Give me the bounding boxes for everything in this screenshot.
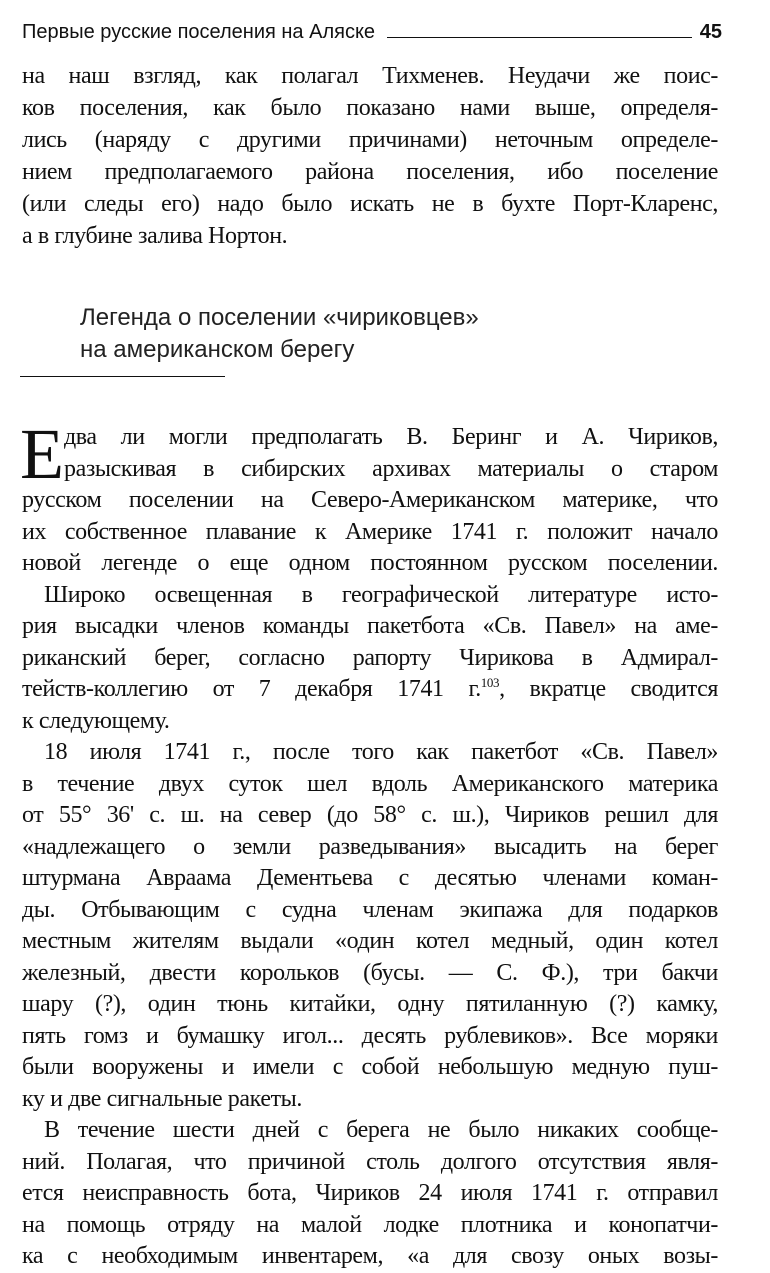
- text-line: а в глубине залива Нортон.: [22, 223, 288, 249]
- text-line: пять гомз и бумашку игол... десять рублевиков». Все моряки: [22, 1022, 718, 1049]
- paragraph-continuation: [22, 60, 718, 252]
- text-line: ды. Отбывающим с судна членам экипажа для подарков: [22, 896, 718, 923]
- header-rule: [387, 37, 692, 38]
- text-segment: тейств-коллегию от 7 декабря 1741 г.: [22, 676, 481, 702]
- text-line: ка с необходимым инвентарем, «а для свозу оных возы-: [22, 1243, 718, 1269]
- text-line: ний. Полагая, что причиной столь долгого отсутствия явля-: [22, 1148, 718, 1175]
- text-line: (или следы его) надо было искать не в бухте Порт-Кларенс,: [22, 191, 718, 217]
- page-number: 45: [699, 21, 722, 43]
- section-heading-line: Легенда о поселении «чириковцев»: [80, 304, 479, 331]
- text-line: риканский берег, согласно рапорту Чирикова в Адмирал-: [22, 644, 718, 671]
- text-line: [22, 674, 718, 706]
- text-line: Широко освещенная в географической литературе исто-: [44, 581, 718, 608]
- footnote-reference[interactable]: 103: [480, 675, 500, 690]
- text-line: рия высадки членов команды пакетбота «Св. Павел» на аме-: [22, 613, 718, 639]
- text-segment: , вкратце сводится: [499, 676, 718, 702]
- text-line: на наш взгляд, как полагал Тихменев. Неудачи же поис-: [22, 63, 718, 89]
- text-line: 18 июля 1741 г., после того как пакетбот «Св. Павел»: [44, 739, 718, 765]
- text-line: ку и две сигнальные ракеты.: [22, 1085, 302, 1112]
- section-heading: [80, 302, 479, 366]
- text-line: нием предполагаемого района поселения, ибо поселение: [22, 159, 718, 185]
- text-line: новой легенде о еще одном постоянном русском поселении.: [22, 550, 718, 576]
- drop-cap: Е: [20, 414, 64, 494]
- text-line: шару (?), один тюнь китайки, одну пятиланную (?) камку,: [22, 991, 718, 1017]
- main-text: [20, 414, 718, 1273]
- text-line: от 55° 36' с. ш. на север (до 58° с. ш.), Чириков решил для: [22, 802, 718, 828]
- running-header-title: Первые русские поселения на Аляске: [22, 21, 376, 43]
- text-line: лись (наряду с другими причинами) неточным определе-: [22, 127, 718, 153]
- text-line: два ли могли предполагать В. Беринг и А. Чириков,: [64, 424, 718, 450]
- text-line: на помощь отряду на малой лодке плотника и конопатчи-: [22, 1211, 718, 1238]
- text-line: были вооружены и имели с собой небольшую медную пуш-: [22, 1054, 718, 1080]
- text-line: ков поселения, как было показано нами выше, определя-: [22, 95, 718, 121]
- text-line: русском поселении на Северо-Американском материке, что: [22, 487, 718, 513]
- text-line: штурмана Авраама Дементьева с десятью членами коман-: [22, 865, 718, 891]
- text-line: местным жителям выдали «один котел медный, один котел: [22, 928, 718, 954]
- heading-rule: [20, 376, 225, 377]
- text-line: железный, двести корольков (бусы. — С. Ф.), три бакчи: [22, 959, 718, 986]
- text-line: «надлежащего о земли разведывания» высадить на берег: [22, 833, 718, 860]
- text-line: разыскивая в сибирских архивах материалы о старом: [64, 455, 718, 482]
- text-line: В течение шести дней с берега не было никаких сообще-: [44, 1117, 718, 1143]
- section-heading-line: на американском берегу: [80, 336, 355, 363]
- text-line: в течение двух суток шел вдоль Американского материка: [22, 770, 718, 797]
- text-line: к следующему.: [22, 707, 170, 734]
- running-header: [22, 14, 722, 44]
- text-line: ется неисправность бота, Чириков 24 июля 1741 г. отправил: [22, 1180, 718, 1206]
- text-line: их собственное плавание к Америке 1741 г. положит начало: [22, 518, 718, 545]
